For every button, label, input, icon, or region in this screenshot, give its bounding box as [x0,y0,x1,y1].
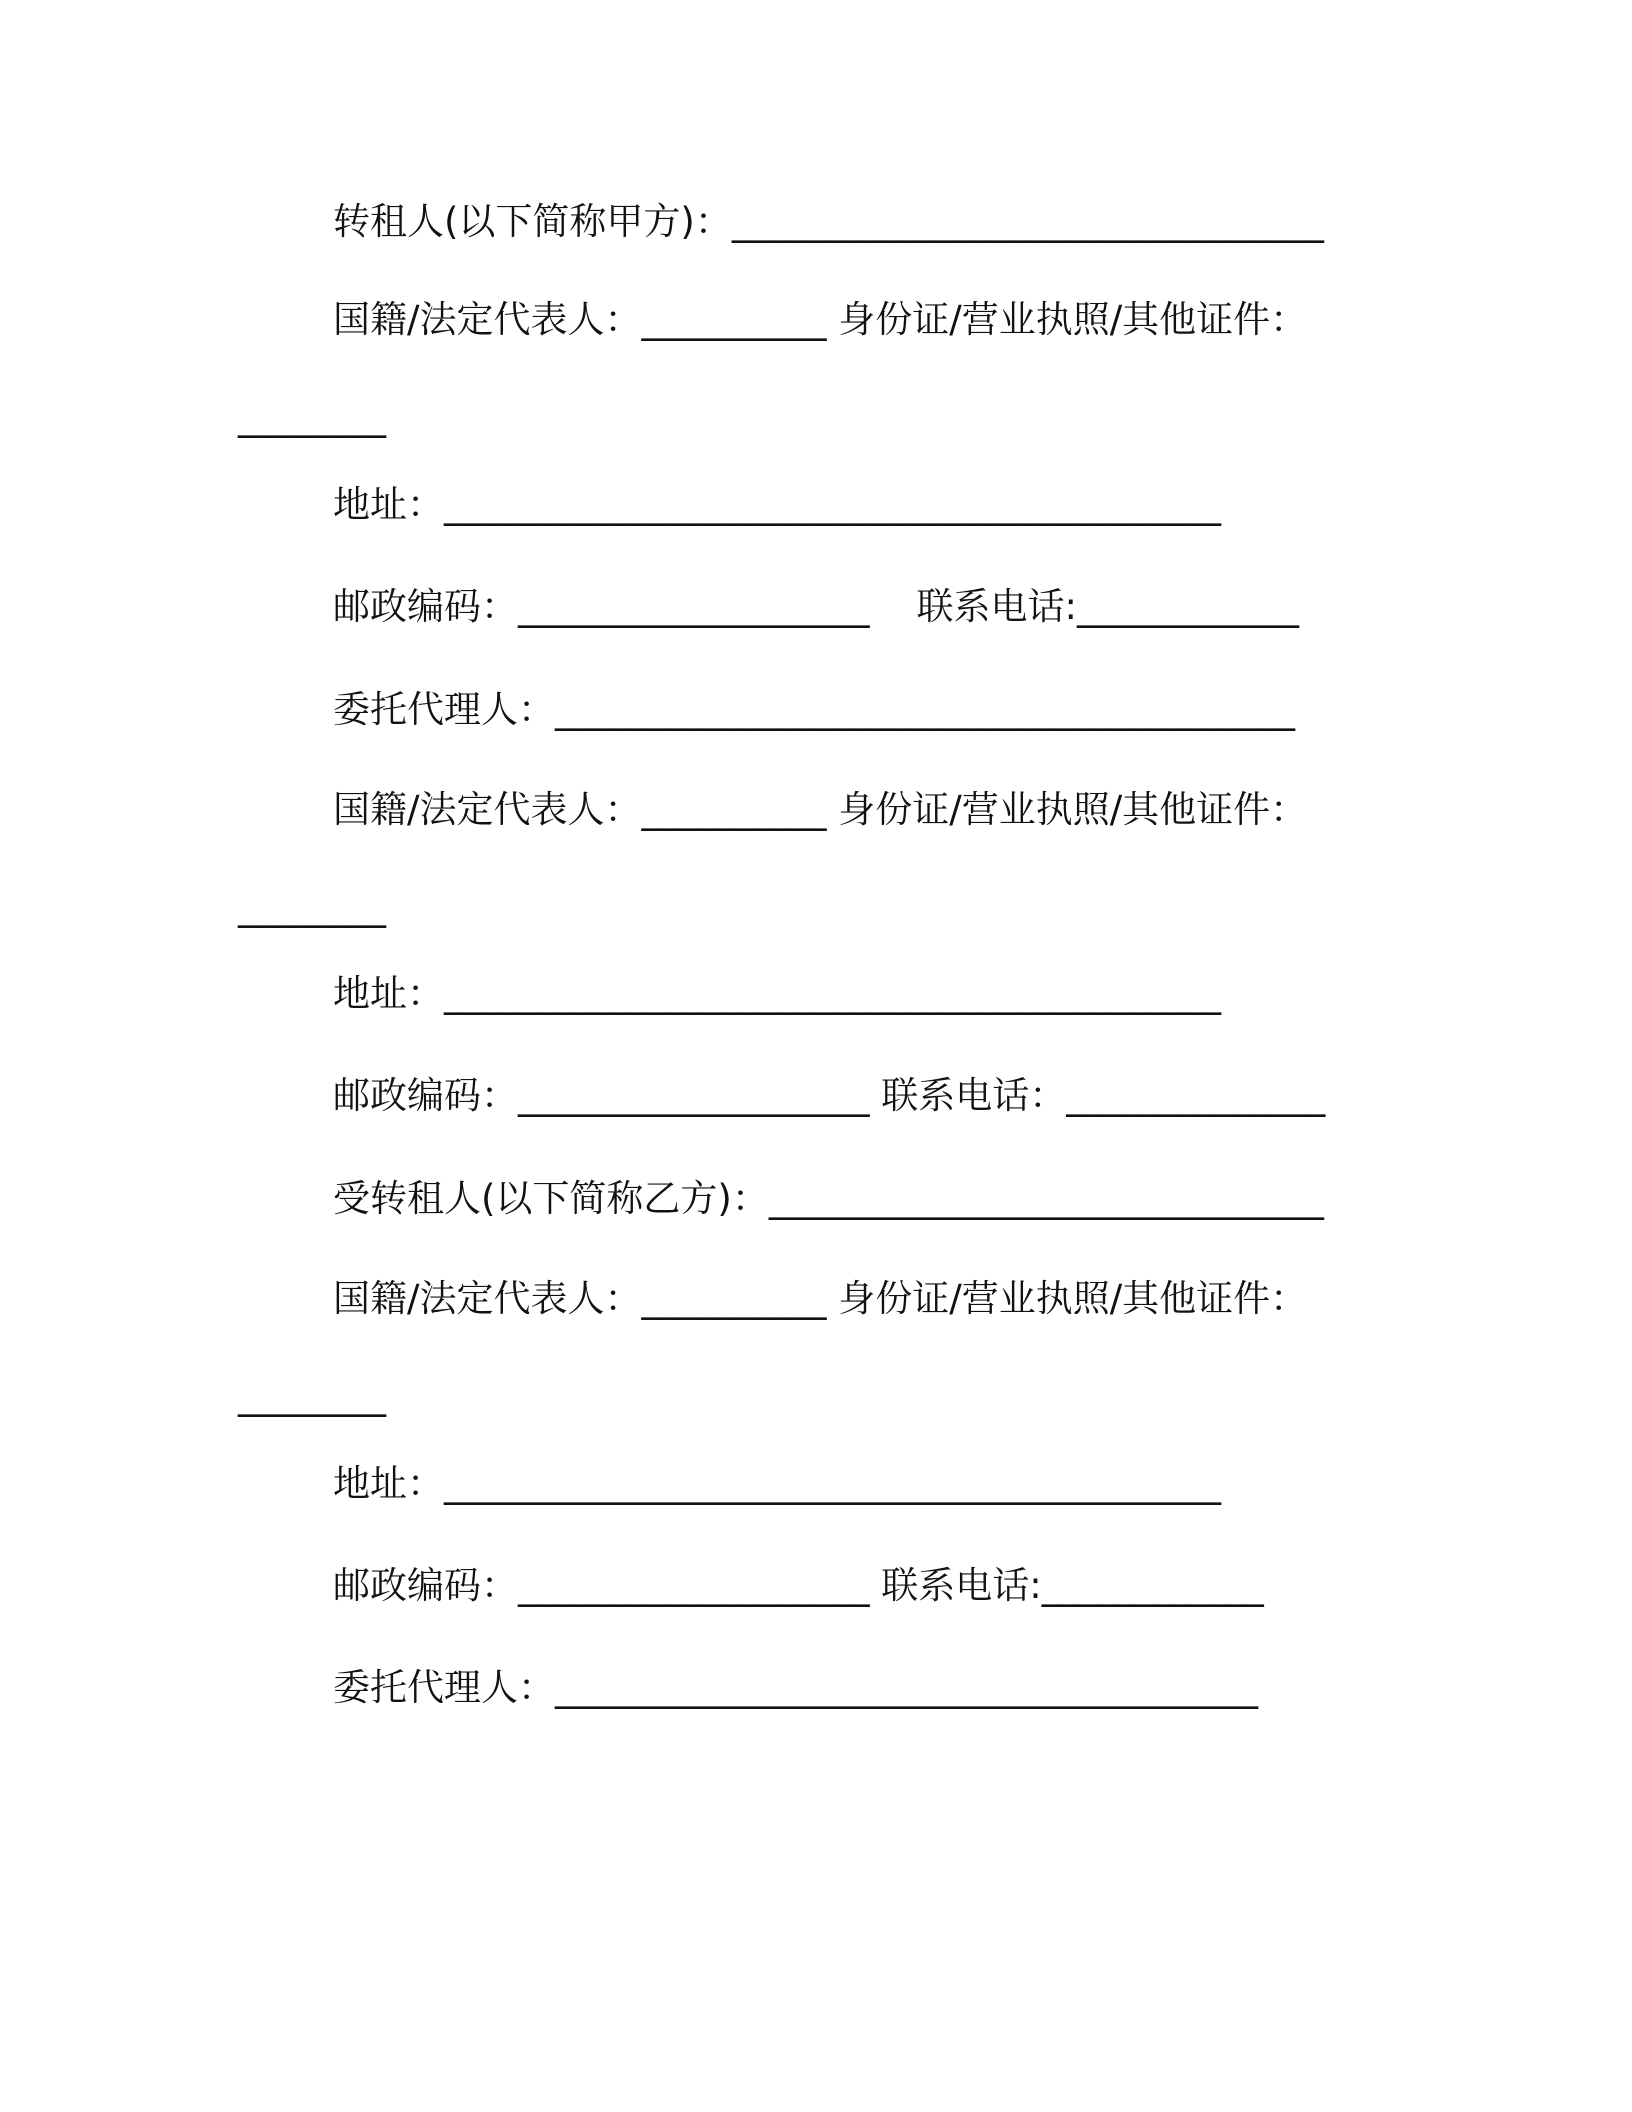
subtenant-id-continuation: ________ [238,1374,386,1417]
subtenant-address-line: 地址：__________________________________________ [333,1462,1221,1505]
agent-postal-phone-line: 邮政编码：___________________ 联系电话：______________ [333,1074,1326,1117]
subtenant-agent-line: 委托代理人：______________________________________ [333,1666,1258,1709]
subtenant-nationality-line: 国籍/法定代表人：__________ 身份证/营业执照/其他证件： [333,1277,1308,1320]
subtenant-postal-phone-line: 邮政编码：___________________ 联系电话:____________ [333,1564,1264,1607]
agent-address-line: 地址：__________________________________________ [333,972,1221,1015]
sublessor-nationality-line: 国籍/法定代表人：__________ 身份证/营业执照/其他证件： [333,298,1308,341]
agent-nationality-line: 国籍/法定代表人：__________ 身份证/营业执照/其他证件： [333,788,1308,831]
subtenant-line: 受转租人(以下简称乙方)：______________________________ [333,1177,1324,1220]
agent-id-continuation: ________ [238,885,386,928]
sublessor-agent-line: 委托代理人：________________________________________ [333,688,1295,731]
sublessor-line: 转租人(以下简称甲方)：________________________________ [333,200,1324,243]
sublessor-address-line: 地址：__________________________________________ [333,483,1221,526]
sublessor-id-continuation: ________ [238,395,386,438]
sublessor-postal-phone-line: 邮政编码：___________________ 联系电话:____________ [333,585,1300,628]
